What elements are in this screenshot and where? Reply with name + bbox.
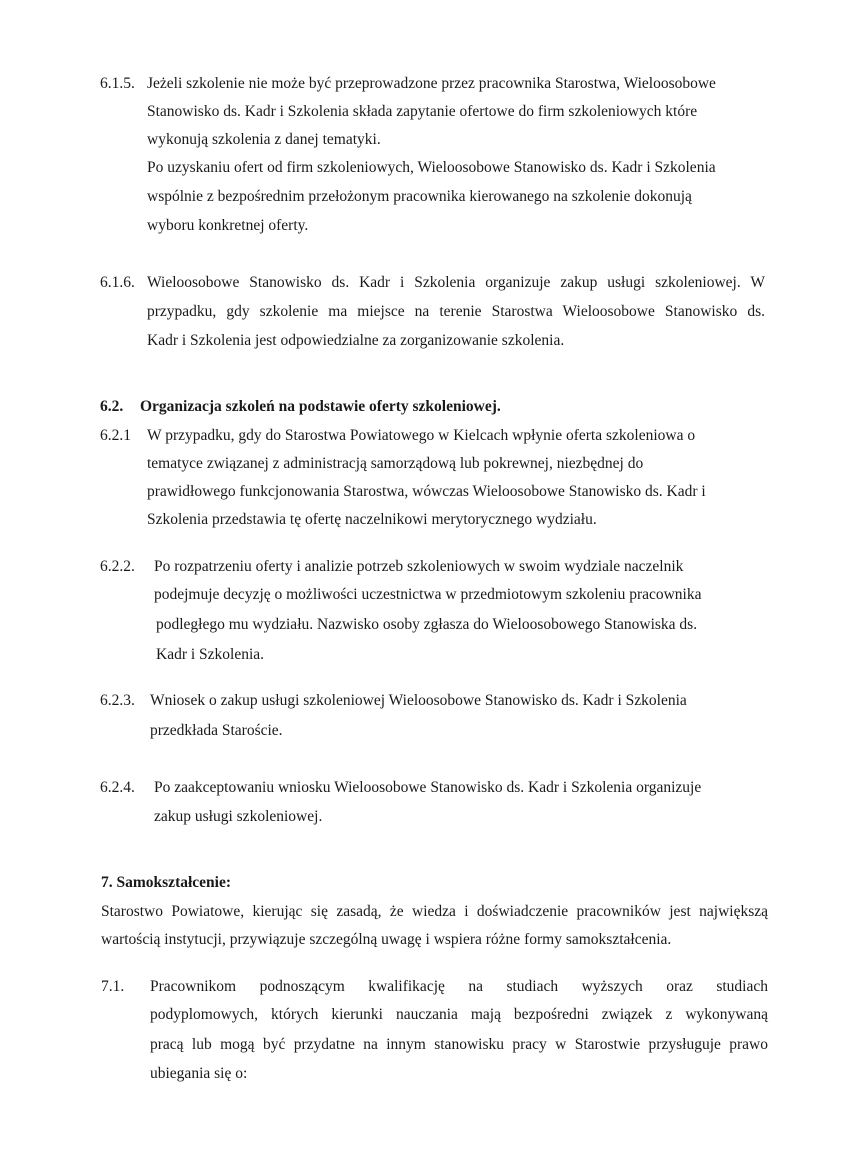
paragraph-line: ubiegania się o: — [150, 1065, 248, 1082]
paragraph-line: Starostwo Powiatowe, kierując się zasadą, że wiedza i doświadczenie pracowników jest największą — [101, 903, 768, 920]
paragraph-line: Jeżeli szkolenie nie może być przeprowadzone przez pracownika Starostwa, Wieloosobowe — [147, 75, 716, 92]
paragraph-line: Po rozpatrzeniu oferty i analizie potrzeb szkoleniowych w swoim wydziale naczelnik — [154, 558, 684, 575]
paragraph-line: podejmuje decyzję o możliwości uczestnictwa w przedmiotowym szkoleniu pracownika — [154, 586, 702, 603]
section-number: 6.1.5. — [100, 75, 135, 92]
paragraph-line: prawidłowego funkcjonowania Starostwa, wówczas Wieloosobowe Stanowisko ds. Kadr i — [147, 483, 706, 500]
paragraph-line: Wniosek o zakup usługi szkoleniowej Wieloosobowe Stanowisko ds. Kadr i Szkolenia — [150, 692, 687, 709]
paragraph-line: wykonują szkolenia z danej tematyki. — [147, 131, 381, 148]
paragraph-line: Po uzyskaniu ofert od firm szkoleniowych, Wieloosobowe Stanowisko ds. Kadr i Szkolenia — [147, 159, 716, 176]
section-number: 6.2.1 — [100, 427, 131, 444]
paragraph-line: Kadr i Szkolenia jest odpowiedzialne za zorganizowanie szkolenia. — [147, 332, 565, 349]
section-number: 6.1.6. — [100, 274, 135, 291]
paragraph-line: przedkłada Staroście. — [150, 722, 283, 739]
paragraph-line: Szkolenia przedstawia tę ofertę naczelnikowi merytorycznego wydziału. — [147, 511, 597, 528]
paragraph-line: podległego mu wydziału. Nazwisko osoby zgłasza do Wieloosobowego Stanowiska ds. — [156, 616, 698, 633]
paragraph-line: zakup usługi szkoleniowej. — [154, 808, 323, 825]
section-heading: Organizacja szkoleń na podstawie oferty szkoleniowej. — [140, 398, 501, 415]
section-number: 6.2.2. — [100, 558, 135, 575]
paragraph-line: pracą lub mogą być przydatne na innym stanowisku pracy w Starostwie przysługuje prawo — [150, 1036, 768, 1053]
section-number: 6.2.3. — [100, 692, 135, 709]
paragraph-line: W przypadku, gdy do Starostwa Powiatowego w Kielcach wpłynie oferta szkoleniowa o — [147, 427, 696, 444]
section-heading-number: 6.2. — [100, 398, 124, 415]
paragraph-line: Wieloosobowe Stanowisko ds. Kadr i Szkolenia organizuje zakup usługi szkoleniowej. W — [147, 274, 765, 291]
paragraph-line: podyplomowych, których kierunki nauczania mają bezpośredni związek z wykonywaną — [150, 1006, 768, 1023]
section-heading: 7. Samokształcenie: — [101, 874, 232, 891]
paragraph-line: Stanowisko ds. Kadr i Szkolenia składa zapytanie ofertowe do firm szkoleniowych które — [147, 103, 698, 120]
section-number: 6.2.4. — [100, 779, 135, 796]
paragraph-line: tematyce związanej z administracją samorządową lub pokrewnej, niezbędnej do — [147, 455, 644, 472]
paragraph-line: wspólnie z bezpośrednim przełożonym pracownika kierowanego na szkolenie dokonują — [147, 188, 692, 205]
paragraph-line: Pracownikom podnoszącym kwalifikację na studiach wyższych oraz studiach — [150, 978, 768, 995]
paragraph-line: wyboru konkretnej oferty. — [147, 217, 309, 234]
paragraph-line: wartością instytucji, przywiązuje szczególną uwagę i wspiera różne formy samokształcenia. — [101, 931, 672, 948]
paragraph-line: Po zaakceptowaniu wniosku Wieloosobowe Stanowisko ds. Kadr i Szkolenia organizuje — [154, 779, 702, 796]
section-number: 7.1. — [101, 978, 125, 995]
paragraph-line: przypadku, gdy szkolenie ma miejsce na terenie Starostwa Wieloosobowe Stanowisko ds. — [147, 303, 765, 320]
paragraph-line: Kadr i Szkolenia. — [156, 646, 265, 663]
